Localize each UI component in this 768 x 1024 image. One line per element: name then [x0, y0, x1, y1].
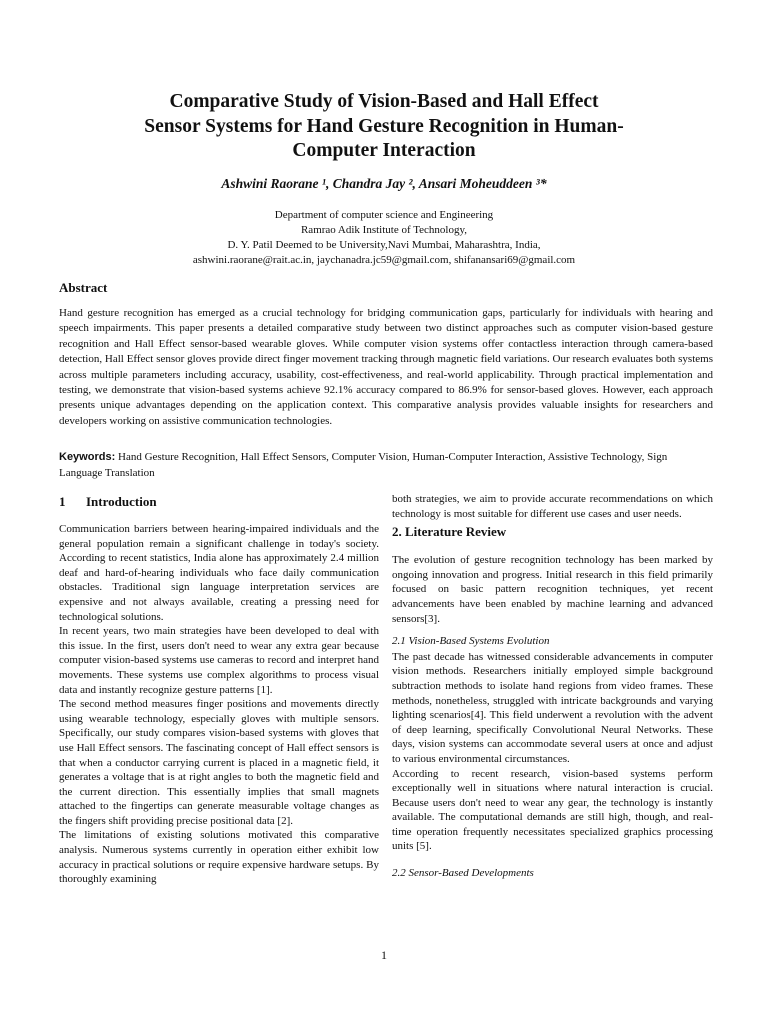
right-column	[392, 492, 713, 881]
introduction-number: 1	[59, 494, 66, 509]
keywords-label: Keywords:	[59, 451, 116, 463]
introduction-title: Introduction	[86, 494, 157, 509]
literature-heading: 2. Literature Review	[392, 524, 507, 540]
affiliation-block	[60, 208, 708, 268]
affiliation-department: Department of computer science and Engineering	[274, 209, 494, 221]
affiliation-university: D. Y. Patil Deemed to be University,Navi Mumbai, Maharashtra, India,	[227, 239, 541, 251]
paper-title	[60, 90, 708, 164]
title-line-1: Comparative Study of Vision-Based and Hall Effect	[169, 91, 599, 112]
keywords-line	[59, 449, 713, 481]
literature-paragraph-3: According to recent research, vision-based systems perform exceptionally well in situations where natural interaction is crucial. Because users don't need to wear any gear, the technology is instantly available. The computational demands are still high, though, and real-time operation frequently necessitates specialized graphics processing units [5].	[392, 767, 713, 853]
page-number: 1	[381, 948, 387, 962]
literature-paragraph-2: The past decade has witnessed considerable advancements in computer vision methods. Researchers initially employed simple background subtraction methods to isolate hand regions from video frames. These methods, nonetheless, struggled with intricate backgrounds and varying lighting scenarios[4]. This field underwent a revolution with the advent of deep learning, specifically Convolutional Neural Networks. These days, vision systems can accommodate several users at once and adjust to various environmental circumstances.	[392, 650, 713, 765]
subsection-heading-2-2: 2.2 Sensor-Based Developments	[392, 867, 534, 880]
left-column	[59, 492, 379, 887]
keywords-text: Hand Gesture Recognition, Hall Effect Sensors, Computer Vision, Human-Computer Interaction, Assistive Technology, Sign Language Translation	[59, 451, 668, 479]
title-line-2: Sensor Systems for Hand Gesture Recognition in Human-	[144, 115, 624, 137]
intro-paragraph-4-continued: both strategies, we aim to provide accurate recommendations on which technology is most suitable for different use cases and user needs.	[392, 493, 713, 520]
introduction-heading	[59, 492, 379, 512]
affiliation-institute: Ramrao Adik Institute of Technology,	[300, 224, 468, 236]
literature-paragraph-1: The evolution of gesture recognition technology has been marked by ongoing innovation and progress. Initial research in this field primarily focused on basic pattern recognition techniques, yet recent advancements have been enabled by machine learning and advanced sensors[3].	[392, 554, 713, 625]
affiliation-emails: ashwini.raorane@rait.ac.in, jaychanadra.jc59@gmail.com, shifanansari69@gmail.com	[192, 254, 576, 266]
intro-paragraph-1: Communication barriers between hearing-impaired individuals and the general population remain a significant challenge in today's society. According to recent statistics, India alone has approximately 2.4 million deaf and hard-of-hearing individuals who face daily communication obstacles. Traditional sign language interpretation services are expensive and not always available, creating a pressing need for technological solutions.	[59, 523, 379, 623]
abstract-heading: Abstract	[59, 280, 108, 295]
subsection-heading-2-1: 2.1 Vision-Based Systems Evolution	[392, 635, 550, 648]
abstract-text: Hand gesture recognition has emerged as a crucial technology for bridging communication gaps, particularly for individuals with hearing and speech impairments. This paper presents a detailed comparative study between two distinct approaches such as computer vision-based gesture recognition and Hall Effect sensor-based wearable gloves. While computer vision systems offer contactless interaction through camera-based detection, Hall Effect sensor gloves provide direct finger movement tracking through magnetic field variations. Our research evaluates both systems across multiple parameters including accuracy, usability, cost-effectiveness, and real-world applicability. Through practical implementation and testing, we demonstrate that vision-based systems achieve 92.1% accuracy compared to 86.9% for sensor-based gloves. However, each approach presents unique advantages depending on the application context. This comparative analysis provides valuable insights for researchers and developers working on assistive communication technologies.	[59, 307, 713, 427]
title-line-3: Computer Interaction	[292, 140, 476, 161]
intro-paragraph-4: The limitations of existing solutions motivated this comparative analysis. Numerous systems currently in operation either exhibit low accuracy in practical solutions or require expensive hardware setups. By thoroughly examining	[59, 829, 379, 886]
author-list: Ashwini Raorane ¹, Chandra Jay ², Ansari Moheuddeen ³*	[221, 176, 547, 191]
intro-paragraph-2: In recent years, two main strategies have been developed to deal with this issue. In the first, users don't need to wear any extra gear because computer vision-based systems use cameras to record and interpret hand movements. These systems use complex algorithms to process visual data and instantly recognize gesture patterns [1].	[59, 625, 379, 696]
intro-paragraph-3: The second method measures finger positions and movements directly using wearable technology, especially gloves with multiple sensors. Specifically, our study compares vision-based systems with gloves that use Hall Effect sensors. The fascinating concept of Hall effect sensors is that when a conductor carrying current is placed in a magnetic field, it generates a voltage that is at right angles to both the magnetic field and the current direction. This essentially implies that small magnets attached to the fingertips can generate measurable voltage changes as the fingers shift providing precise positional data [2].	[59, 698, 379, 827]
